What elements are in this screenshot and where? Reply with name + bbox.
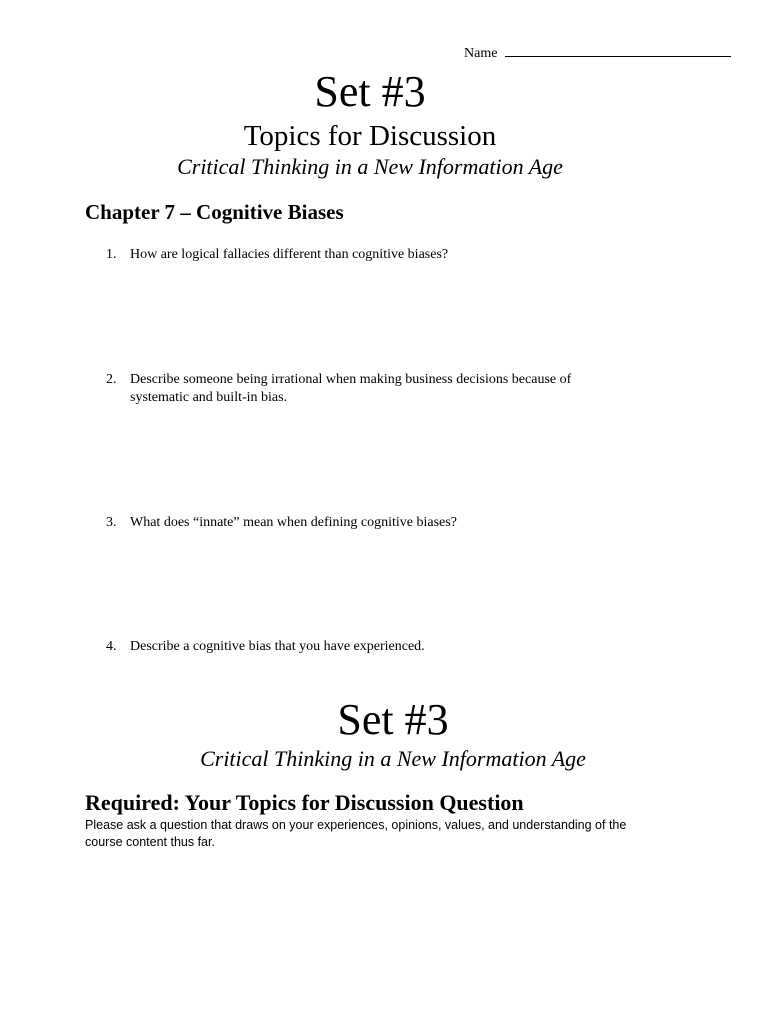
question-item [106,371,626,407]
question-text: Describe someone being irrational when making business decisions because of systematic and built-in bias. [130,372,572,405]
question-item [106,638,626,656]
question-text: Describe a cognitive bias that you have experienced. [130,639,425,654]
course-subtitle: Critical Thinking in a New Information Age [177,154,563,179]
topics-title: Topics for Discussion [243,120,497,152]
name-blank-line[interactable] [505,44,731,57]
chapter-heading: Chapter 7 – Cognitive Biases [85,200,344,224]
question-number: 3. [106,515,117,530]
course-subtitle-second: Critical Thinking in a New Information Age [200,746,586,771]
name-label: Name [464,46,498,61]
question-number: 4. [106,639,117,654]
required-heading: Required: Your Topics for Discussion Question [85,790,524,815]
question-item [106,246,626,264]
name-field [464,44,731,62]
question-text: What does “innate” mean when defining cognitive biases? [130,515,457,530]
set-title-second: Set #3 [337,695,449,744]
set-title: Set #3 [314,67,426,116]
question-number: 1. [106,247,117,262]
question-text: How are logical fallacies different than cognitive biases? [130,247,449,262]
question-item [106,514,626,532]
question-number: 2. [106,372,117,387]
instructions-text: Please ask a question that draws on your experiences, opinions, values, and understanding of the course content thus far. [85,818,627,849]
